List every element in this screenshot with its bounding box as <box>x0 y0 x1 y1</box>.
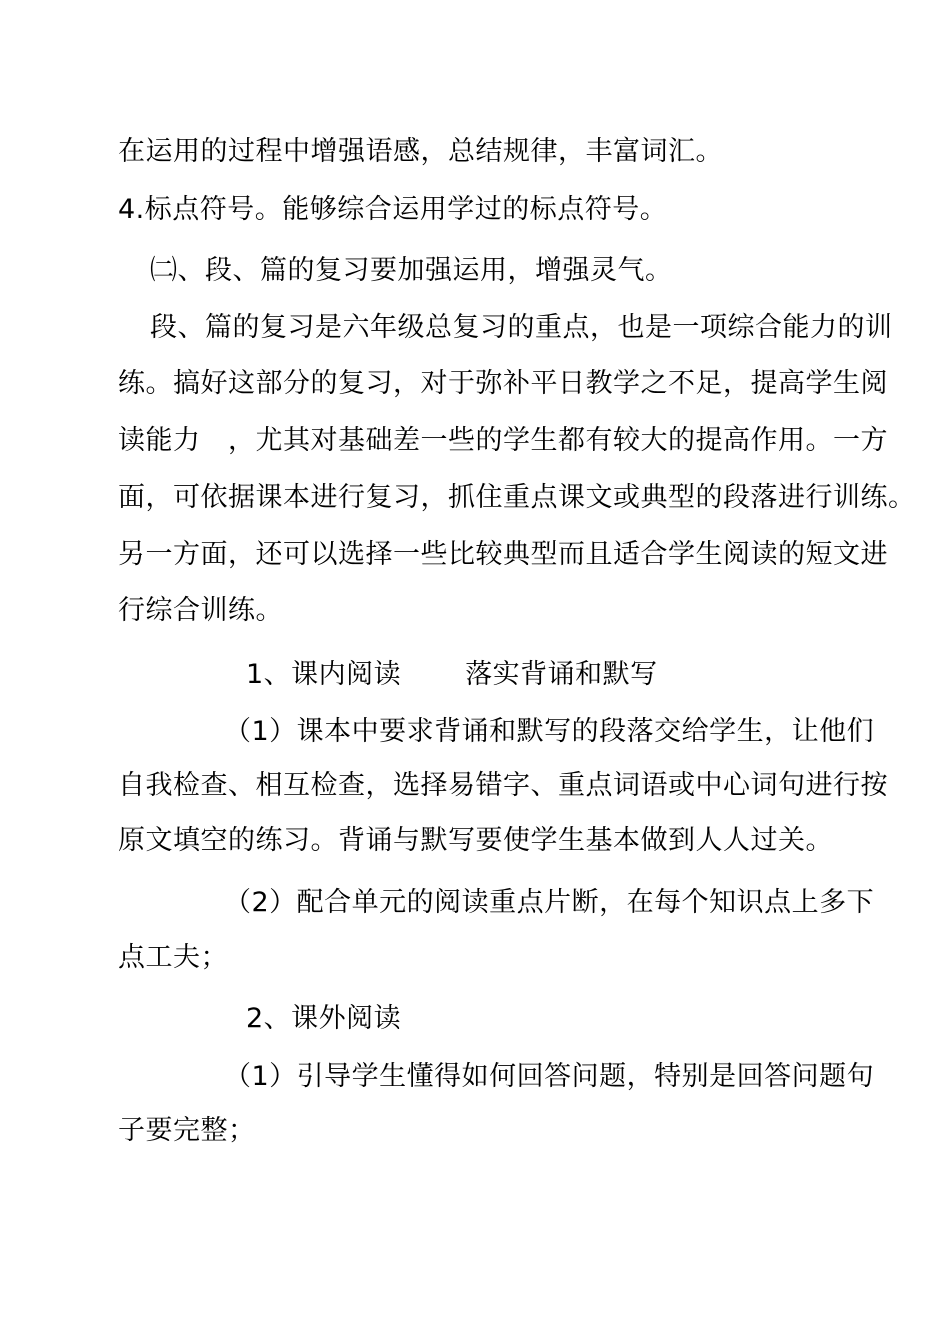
paragraph-line: 面，可依据课本进行复习，抓住重点课文或典型的段落进行训练。 <box>118 482 916 513</box>
paragraph-line: 练。搞好这部分的复习，对于弥补平日教学之不足，提高学生阅 <box>118 368 888 399</box>
section-heading: ㈡、段、篇的复习要加强运用，增强灵气。 <box>150 255 673 286</box>
paragraph-line: 4.标点符号。能够综合运用学过的标点符号。 <box>118 194 668 225</box>
paragraph-line: 段、篇的复习是六年级总复习的重点，也是一项综合能力的训 <box>150 312 893 343</box>
paragraph-line: （1）课本中要求背诵和默写的段落交给学生，让他们 <box>224 716 875 747</box>
paragraph-line: 另一方面，还可以选择一些比较典型而且适合学生阅读的短文进 <box>118 539 888 570</box>
paragraph-line: 行综合训练。 <box>118 595 283 626</box>
subsection-heading: 2、课外阅读 <box>246 1003 402 1034</box>
subsection-title: 1、课内阅读 <box>246 659 402 690</box>
paragraph-line: （2）配合单元的阅读重点片断，在每个知识点上多下 <box>224 887 875 918</box>
subsection-subtitle: 落实背诵和默写 <box>465 659 658 690</box>
paragraph-line: 子要完整； <box>118 1115 256 1146</box>
paragraph-line: （1）引导学生懂得如何回答问题，特别是回答问题句 <box>224 1061 875 1092</box>
paragraph-line: 读能力 ，尤其对基础差一些的学生都有较大的提高作用。一方 <box>118 425 888 456</box>
paragraph-line: 原文填空的练习。背诵与默写要使学生基本做到人人过关。 <box>118 825 833 856</box>
paragraph-line: 点工夫； <box>118 942 228 973</box>
paragraph-line: 自我检查、相互检查，选择易错字、重点词语或中心词句进行按 <box>118 770 888 801</box>
subsection-heading <box>246 657 658 693</box>
paragraph-line: 在运用的过程中增强语感，总结规律，丰富词汇。 <box>118 136 723 167</box>
